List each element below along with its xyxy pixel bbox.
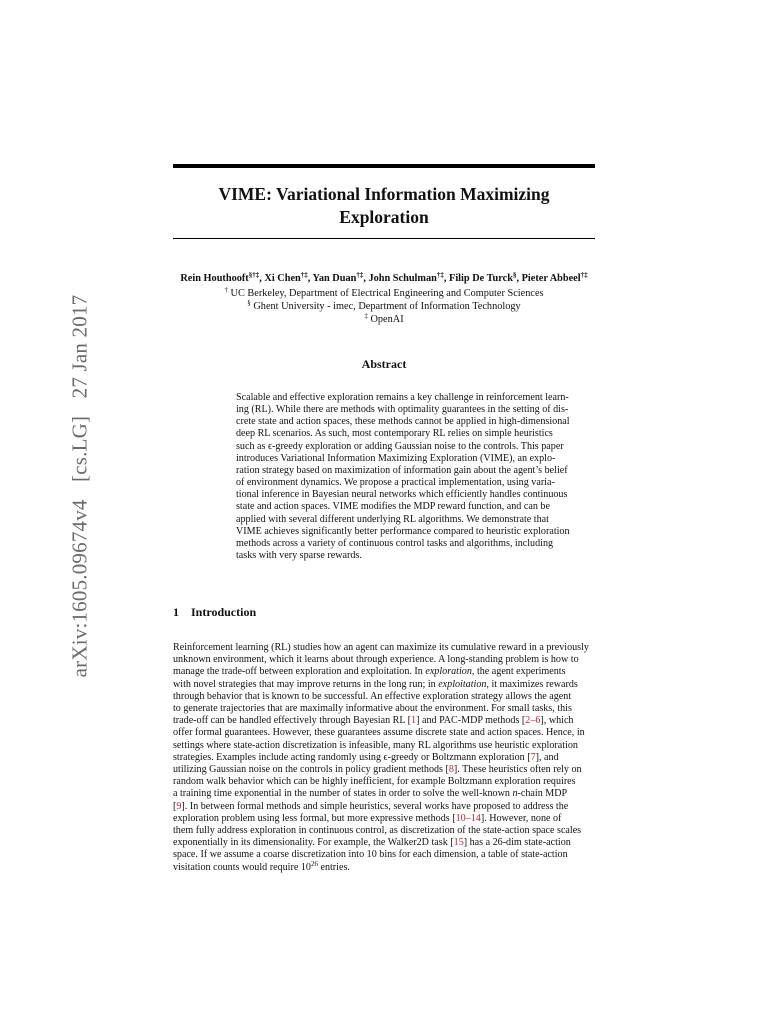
- abstract-line: such as ϵ-greedy exploration or adding Gaussian noise to the controls. This paper: [236, 440, 564, 452]
- intro-line: [173, 764, 595, 776]
- affiliation-mark: †‡: [300, 271, 308, 279]
- author-separator: ,: [259, 273, 265, 284]
- abstract-heading: Abstract: [361, 357, 407, 371]
- text-run: unknown environment, which it learns about through experience. A long-standing problem is how to: [173, 654, 579, 666]
- intro-line: [173, 788, 595, 800]
- abstract-line: VIME achieves significantly better performance compared to heuristic exploration: [236, 525, 570, 537]
- affiliation-mark: ‡: [364, 312, 368, 320]
- text-run: space. If we assume a coarse discretization into 10 bins for each dimension, a table of state-action: [173, 849, 568, 861]
- intro-line: [173, 849, 595, 861]
- intro-line: [173, 837, 595, 849]
- text-run: ]. These heuristics often rely on: [453, 764, 582, 776]
- intro-line: [173, 654, 595, 666]
- text-run: through behavior that is known to be successful. An effective exploration strategy allows the agent: [173, 690, 572, 702]
- affiliation-line: [173, 300, 595, 313]
- emphasis-text: exploration: [425, 666, 472, 678]
- author-name: Yan Duan: [312, 273, 357, 284]
- text-run: , the agent experiments: [471, 666, 566, 678]
- text-run: manage the trade-off between exploration and exploitation. In: [173, 666, 426, 678]
- text-run: exploration problem using less formal, but more expressive methods [: [173, 812, 456, 824]
- author-separator: ,: [516, 273, 522, 284]
- author-separator: ,: [307, 273, 313, 284]
- intro-line: [173, 715, 595, 727]
- citation-link[interactable]: 1: [411, 715, 417, 727]
- citation-link[interactable]: 9: [176, 800, 182, 812]
- text-run: with novel strategies that may improve returns in the long run; in: [173, 678, 439, 690]
- abstract-line: methods across a variety of continuous control tasks and algorithms, including: [236, 537, 554, 549]
- abstract-line: state and action spaces. VIME modifies the MDP reward function, and can be: [236, 501, 550, 513]
- text-run: -chain MDP: [517, 788, 568, 800]
- abstract-line: introduces Variational Information Maximizing Exploration (VIME), an explo-: [236, 452, 556, 464]
- text-run: exponentially in its dimensionality. For example, the Walker2D task [: [173, 837, 454, 849]
- affiliation-mark: †: [224, 286, 228, 294]
- text-run: ]. In between formal methods and simple heuristics, several works have proposed to address the: [181, 800, 569, 812]
- arxiv-identifier: [68, 283, 93, 678]
- title-line-1: VIME: Variational Information Maximizing: [218, 184, 550, 204]
- abstract-line: ing (RL). While there are methods with optimality guarantees in the setting of dis-: [236, 404, 569, 416]
- text-run: ]. However, none of: [480, 812, 562, 824]
- text-run: [: [173, 800, 177, 812]
- affiliation-list: [173, 287, 595, 326]
- affiliation-mark: §: [247, 299, 251, 307]
- abstract-line: tasks with very sparse rewards.: [236, 550, 362, 562]
- citation-link[interactable]: 8: [448, 764, 454, 776]
- text-run: offer formal guarantees. However, these guarantees assume discrete state and action spaces. Hence, in: [173, 727, 585, 739]
- intro-line: [173, 727, 595, 739]
- text-run: settings where state-action discretization is infeasible, many RL algorithms use heuristic exploration: [173, 739, 578, 751]
- abstract-line: ration strategy based on maximization of information gain about the agent’s belief: [236, 464, 568, 476]
- affiliation-mark: †‡: [356, 271, 364, 279]
- section-title: Introduction: [191, 605, 257, 619]
- text-run: Reinforcement learning (RL) studies how an agent can maximize its cumulative reward in a previously: [173, 642, 589, 653]
- author-name: Pieter Abbeel: [521, 273, 581, 284]
- intro-line: [173, 752, 595, 764]
- text-run: strategies. Examples include acting randomly using ϵ-greedy or Boltzmann exploration [: [173, 751, 531, 763]
- text-run: them fully address exploration in continuous control, as discretization of the state-action space scales: [173, 825, 582, 837]
- text-run: ], which: [540, 715, 574, 727]
- affiliation-text: UC Berkeley, Department of Electrical Engineering and Computer Sciences: [227, 288, 544, 299]
- section-number: 1: [173, 605, 179, 619]
- abstract-line: tional inference in Bayesian neural networks which efficiently handles continuous: [236, 489, 568, 501]
- intro-line: [173, 740, 595, 752]
- intro-line: [173, 813, 595, 825]
- text-run: ] has a 26-dim state-action: [463, 837, 571, 849]
- author-separator: ,: [443, 273, 450, 284]
- author-separator: ,: [363, 273, 369, 284]
- arxiv-category: [cs.LG]: [67, 415, 92, 482]
- author-name: John Schulman: [368, 273, 437, 284]
- intro-line: [173, 679, 595, 691]
- affiliation-mark: †‡: [436, 271, 444, 279]
- author-name: Xi Chen: [264, 273, 301, 284]
- intro-line: [173, 703, 595, 715]
- affiliation-mark: §†‡: [248, 271, 260, 279]
- emphasis-text: n: [512, 788, 518, 800]
- citation-link[interactable]: 2–6: [525, 715, 541, 727]
- author-name: Rein Houthooft: [180, 273, 249, 284]
- title-bottom-rule: [173, 238, 595, 239]
- section-heading-introduction: [173, 605, 256, 620]
- text-run: a training time exponential in the number of states in order to solve the well-known: [173, 788, 513, 800]
- text-run: utilizing Gaussian noise on the controls in policy gradient methods [: [173, 764, 449, 776]
- title-line-2: Exploration: [339, 207, 429, 227]
- abstract-body: [236, 392, 570, 562]
- affiliation-line: [173, 313, 595, 326]
- affiliation-mark: †‡: [580, 271, 588, 279]
- text-run: trade-off can be handled effectively through Bayesian RL [: [173, 715, 412, 727]
- citation-link[interactable]: 10–14: [455, 812, 481, 824]
- author-list: [150, 272, 618, 285]
- title-top-rule: [173, 164, 595, 168]
- intro-line: [173, 666, 595, 678]
- paper-title: [173, 183, 595, 229]
- intro-line: [173, 801, 595, 813]
- text-run: entries.: [317, 861, 350, 873]
- intro-line: [173, 691, 595, 703]
- citation-link[interactable]: 15: [453, 837, 464, 849]
- abstract-line: of environment dynamics. We propose a practical implementation, using varia-: [236, 477, 555, 489]
- text-run: to generate trajectories that are maximally informative about the environment. For small tasks, this: [173, 703, 572, 715]
- text-run: visitation counts would require 10: [173, 861, 311, 873]
- abstract-line: deep RL scenarios. As such, most contemporary RL relies on simple heuristics: [236, 428, 553, 440]
- affiliation-text: OpenAI: [367, 314, 404, 325]
- text-run: random walk behavior which can be highly inefficient, for example Boltzmann exploration requires: [173, 776, 576, 788]
- text-run: , it maximizes rewards: [486, 678, 578, 690]
- text-run: ], and: [535, 751, 559, 763]
- emphasis-text: exploitation: [438, 678, 487, 690]
- intro-line: [173, 776, 595, 788]
- intro-line: [173, 859, 595, 874]
- introduction-body: [173, 642, 595, 874]
- arxiv-id: arXiv:1605.09674v4: [67, 499, 92, 678]
- arxiv-date: 27 Jan 2017: [67, 294, 92, 399]
- abstract-line: applied with several different underlying RL algorithms. We demonstrate that: [236, 513, 549, 525]
- affiliation-text: Ghent University - imec, Department of Information Technology: [250, 301, 521, 312]
- affiliation-mark: §: [512, 271, 517, 279]
- abstract-line: Scalable and effective exploration remains a key challenge in reinforcement learn-: [236, 392, 569, 403]
- intro-line: [173, 642, 595, 654]
- citation-link[interactable]: 7: [530, 751, 536, 763]
- abstract-line: crete state and action spaces, these methods cannot be applied in high-dimensional: [236, 416, 570, 428]
- text-run: ] and PAC-MDP methods [: [416, 715, 526, 727]
- affiliation-line: [173, 287, 595, 300]
- intro-line: [173, 825, 595, 837]
- author-name: Filip De Turck: [449, 273, 513, 284]
- exponent: 26: [310, 859, 318, 868]
